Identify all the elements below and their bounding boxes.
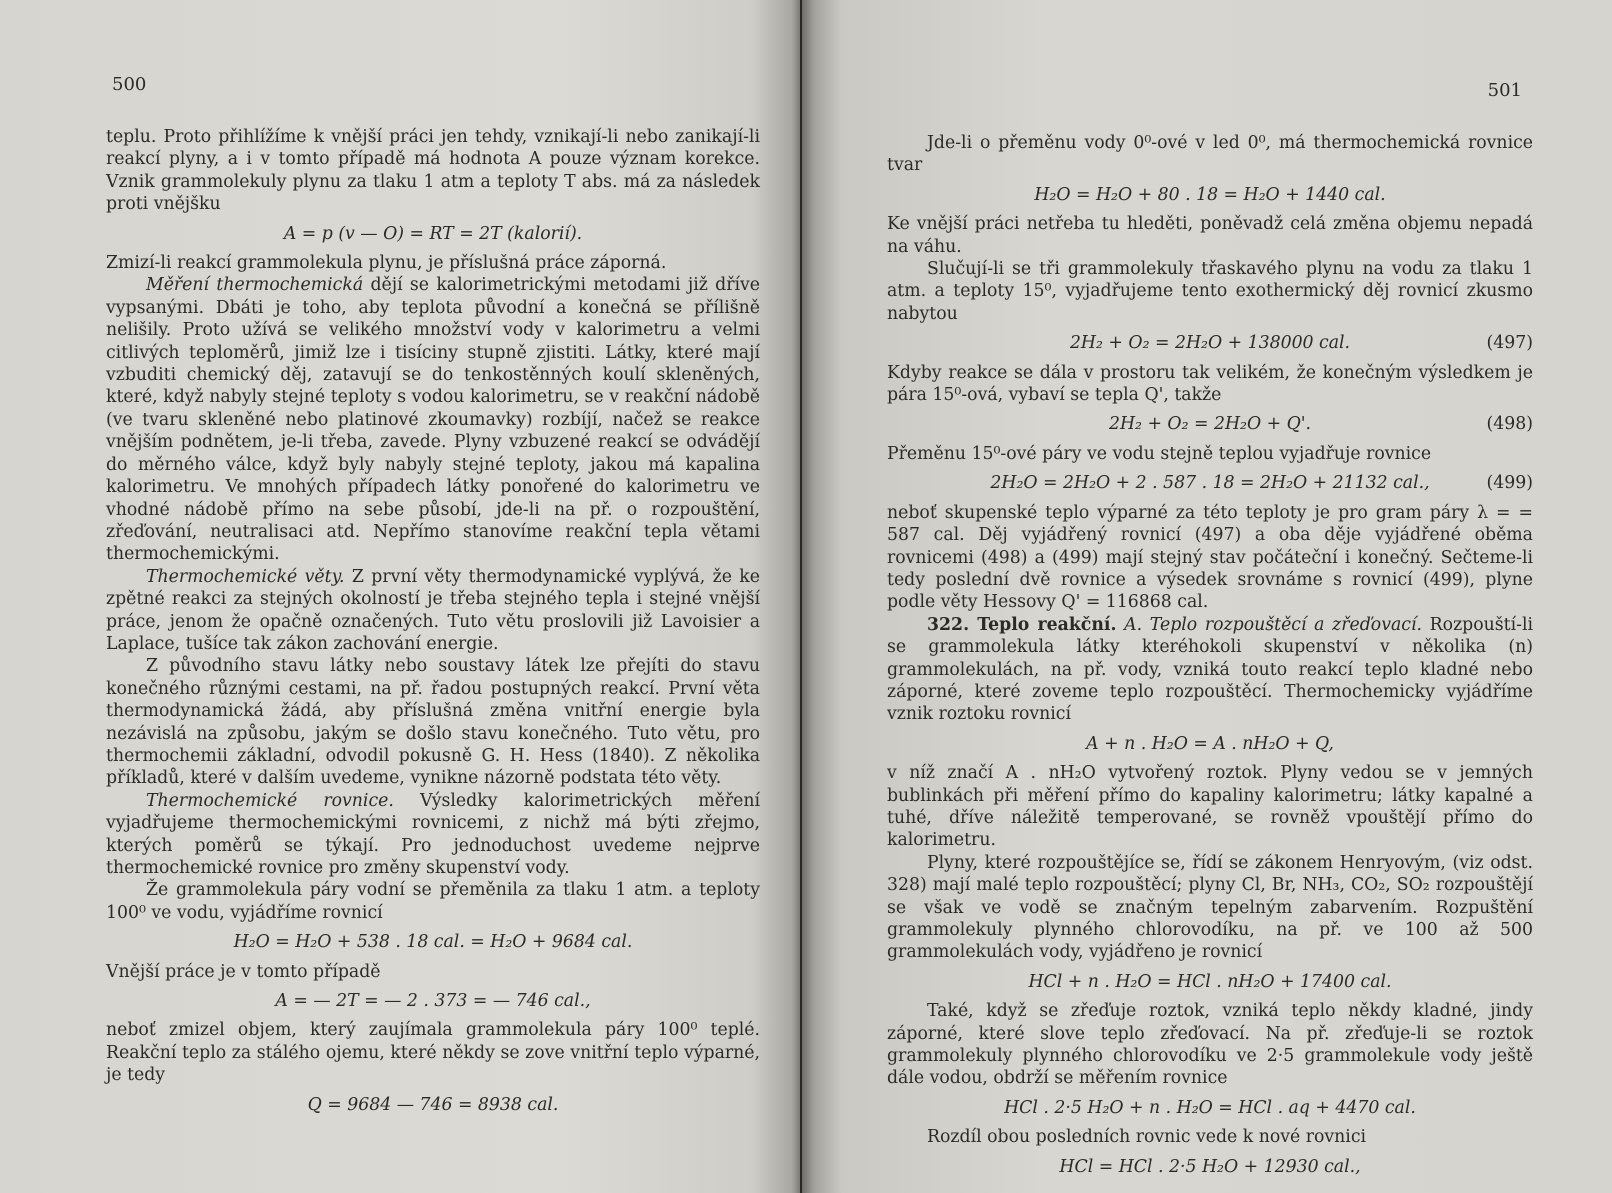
paragraph-text: Také, když se zřeďuje roztok, vzniká teplo někdy kladné, jindy záporné, které slove teplo zřeďovací. Na př. zřeďuje-li se roztok grammolekuly plynného chlorovodíku ve 2·5 grammolekule vody ještě dále vodou, obdrží se měřením rovnice [887,1001,1533,1089]
paragraph-text: Rozdíl obou posledních rovnic vede k nové rovnici [927,1127,1367,1148]
paragraph [106,879,760,924]
paragraph-text: Z první věty thermodynamické vyplývá, že ke zpětné reakci za stejných okolností je třeba stejného tepla i stejné vnější práce, jenom že opačně označených. Tuto větu proslovili již Lavoisier a Laplace, tušíce tak zákon zachování energie. [106,566,760,654]
paragraph [887,614,1533,726]
paragraph [887,443,1533,465]
paragraph [887,213,1533,258]
paragraph-text: dějí se kalorimetrickými metodami již dříve vypsanými. Dbáti je toho, aby teplota původní a konečná se přílišně nelišily. Proto užívá se velikého množství vody v kalorimetru a velmi citlivých teploměrů, jimiž lze i tisíciny stupně zjistiti. Látky, které mají vzbuditi chemický děj, zatavují se do tenkostěnných koulí skleněných, které, když nabyly stejné teploty s vodou kalorimetru, se v reakční nádobě (ve tvaru skleněné nebo platinové zkoumavky) rozbíjí, načež se reakce vnějším podnětem, je-li třeba, zavede. Plyny vzbuzené reakcí se odvádějí do měrného válce, když byly nabyly stejné teploty, jakou má kapalina kalorimetru. Ve mnohých případech látky ponořené do kalorimetru ve vhodné nádobě přímo na sebe působí, jde-li na př. o rozpouštění, zřeďování, neutralisaci atd. Nepřímo stanovíme reakční tepla větami thermochemickými. [106,275,760,565]
italic-lead: A. Teplo rozpouštěcí a zřeďovací. [1116,614,1422,635]
page-text [887,132,1533,1185]
equation-text: 2H₂ + O₂ = 2H₂O + Q'. [1108,414,1312,435]
paragraph-text: Ke vnější práci netřeba tu hleděti, poněvadž celá změna objemu nepadá na váhu. [887,214,1533,257]
paragraph-text: Jde-li o přeměnu vody 0⁰-ové v led 0⁰, má thermochemická rovnice tvar [887,133,1533,176]
equation-text: HCl . 2·5 H₂O + n . H₂O = HCl . aq + 4470 cal. [1004,1097,1416,1118]
paragraph [887,762,1533,852]
equation [887,184,1533,206]
paragraph-text: Výsledky kalorimetrických měření vyjadřujeme thermochemickými rovnicemi, z nichž má býti zřejmo, kterých poměrů se týkají. Pro jednoduchost uvedeme nejprve thermochemické rovnice pro změny skupenství vody. [106,790,760,878]
section-heading: 322. Teplo reakční. [927,614,1117,635]
paragraph [106,655,760,789]
paragraph-text: Přeměnu 15⁰-ové páry ve vodu stejně teplou vyjadřuje rovnice [887,443,1432,464]
paragraph [887,1000,1533,1090]
paragraph [106,790,760,880]
equation-text: A = — 2T = — 2 . 373 = — 746 cal., [275,991,591,1012]
left-page [0,0,800,1193]
paragraph-text: Kdyby reakce se dála v prostoru tak velikém, že konečným výsledkem je pára 15⁰-ová, vybaví se tepla Q', takže [887,362,1533,406]
page-number: 500 [112,74,147,95]
equation-text: HCl + n . H₂O = HCl . nH₂O + 17400 cal. [1028,971,1392,992]
italic-lead: Thermochemické věty. [146,566,345,587]
italic-lead: Měření thermochemická [146,275,364,296]
equation [887,332,1533,354]
paragraph-text: neboť zmizel objem, který zaujímala grammolekula páry 100⁰ teplé. Reakční teplo za stálého ojemu, které někdy se zove vnitřní teplo výparné, je tedy [106,1020,760,1086]
equation-number: (499) [1486,473,1533,494]
page-text [106,126,760,1123]
equation-number: (497) [1486,333,1533,354]
equation [106,990,760,1012]
equation [106,931,760,953]
equation [887,413,1533,435]
paragraph [887,502,1533,614]
italic-lead: Thermochemické rovnice. [146,790,394,811]
paragraph [887,852,1533,964]
page-number: 501 [1487,80,1522,101]
paragraph-text: Rozpouští-li se grammolekula látky kteréhokoli skupenství v několika (n) grammolekulách, na př. vody, vzniká touto reakcí teplo kladné nebo záporné, které zoveme teplo rozpouštěcí. Thermochemicky vyjádříme vznik roztoku rovnicí [887,614,1534,725]
equation-text: A + n . H₂O = A . nH₂O + Q, [1086,733,1334,754]
equation-text: A = p (v — O) = RT = 2T (kalorií). [283,223,583,244]
equation [887,1097,1533,1119]
equation-text: 2H₂ + O₂ = 2H₂O + 138000 cal. [1069,333,1351,354]
equation [106,223,760,245]
paragraph [106,566,760,656]
paragraph [887,132,1533,177]
equation-number: (498) [1486,414,1533,435]
equation-text: H₂O = H₂O + 538 . 18 cal. = H₂O + 9684 cal. [233,932,633,953]
paragraph-text: Z původního stavu látky nebo soustavy látek lze přejíti do stavu konečného různými cestami, na př. řadou postupných reakcí. První věta thermodynamická žádá, aby příslušná změna vnitřní energie byla nezávislá na způsobu, jakým se došlo stavu konečného. Tuto větu, pro thermochemii základní, odvodil pokusně G. H. Hess (1840). Z několika příkladů, které v dalším uvedeme, vynikne názorně podstata této věty. [106,656,760,789]
paragraph [106,961,760,983]
paragraph [106,252,760,274]
equation [887,971,1533,993]
paragraph-text: v níž značí A . nH₂O vytvořený roztok. Plyny vedou se v jemných bublinkách při měření přímo do kapaliny kalorimetru; látky kapalné a tuhé, dříve náležitě temperované, se rovněž vpouštějí přímo do kalorimetru. [887,763,1533,851]
right-page [802,0,1612,1193]
paragraph-text: neboť skupenské teplo výparné za této teploty je pro gram páry λ = = 587 cal. Děj vyjádřený rovnicí (497) a oba děje vyjádřené oběma rovnicemi (498) a (499) mají stejný stav počáteční i konečný. Sečteme-li tedy poslední dvě rovnice a výsedek srovnáme s rovnicí (499), plyne podle věty Hessovy Q' = 116868 cal. [887,502,1533,613]
equation [106,1094,760,1116]
paragraph [106,126,760,216]
paragraph [887,258,1533,325]
equation-text: Q = 9684 — 746 = 8938 cal. [307,1094,559,1115]
equation [887,1156,1533,1178]
equation-text: HCl = HCl . 2·5 H₂O + 12930 cal., [1059,1156,1361,1177]
paragraph [887,362,1533,407]
paragraph-text: Zmizí-li reakcí grammolekula plynu, je příslušná práce záporná. [106,253,667,274]
equation-text: H₂O = H₂O + 80 . 18 = H₂O + 1440 cal. [1034,184,1386,205]
paragraph-text: Že grammolekula páry vodní se přeměnila za tlaku 1 atm. a teploty 100⁰ ve vodu, vyjádříme rovnicí [106,880,760,923]
paragraph [106,1019,760,1086]
paragraph-text: Plyny, které rozpouštějíce se, řídí se zákonem Henryovým, (viz odst. 328) mají malé teplo rozpouštěcí; plyny Cl, Br, NH₃, CO₂, SO₂ rozpouštějí se však ve vodě se značným tepelným zabarvením. Rozpuštění grammolekuly plynného chlorovodíku, na př. ve 100 až 500 grammolekulách vody, vyjádřeno je rovnicí [887,852,1533,963]
equation [887,472,1533,494]
equation-text: 2H₂O = 2H₂O + 2 . 587 . 18 = 2H₂O + 21132 cal., [990,473,1430,494]
paragraph-text: teplu. Proto přihlížíme k vnější práci jen tehdy, vznikají-li nebo zanikají-li reakcí plyny, a i v tomto případě má hodnota A pouze význam korekce. Vznik grammolekuly plynu za tlaku 1 atm a teploty T abs. má za následek proti vnějšku [106,127,760,215]
paragraph [887,1126,1533,1148]
paragraph [106,274,760,565]
paragraph-text: Vnější práce je v tomto případě [106,961,381,982]
paragraph-text: Slučují-li se tři grammolekuly třaskavého plynu na vodu za tlaku 1 atm. a teploty 15⁰, vyjadřujeme tento exothermický děj rovnicí zkusmo nabytou [887,259,1533,324]
equation [887,733,1533,755]
